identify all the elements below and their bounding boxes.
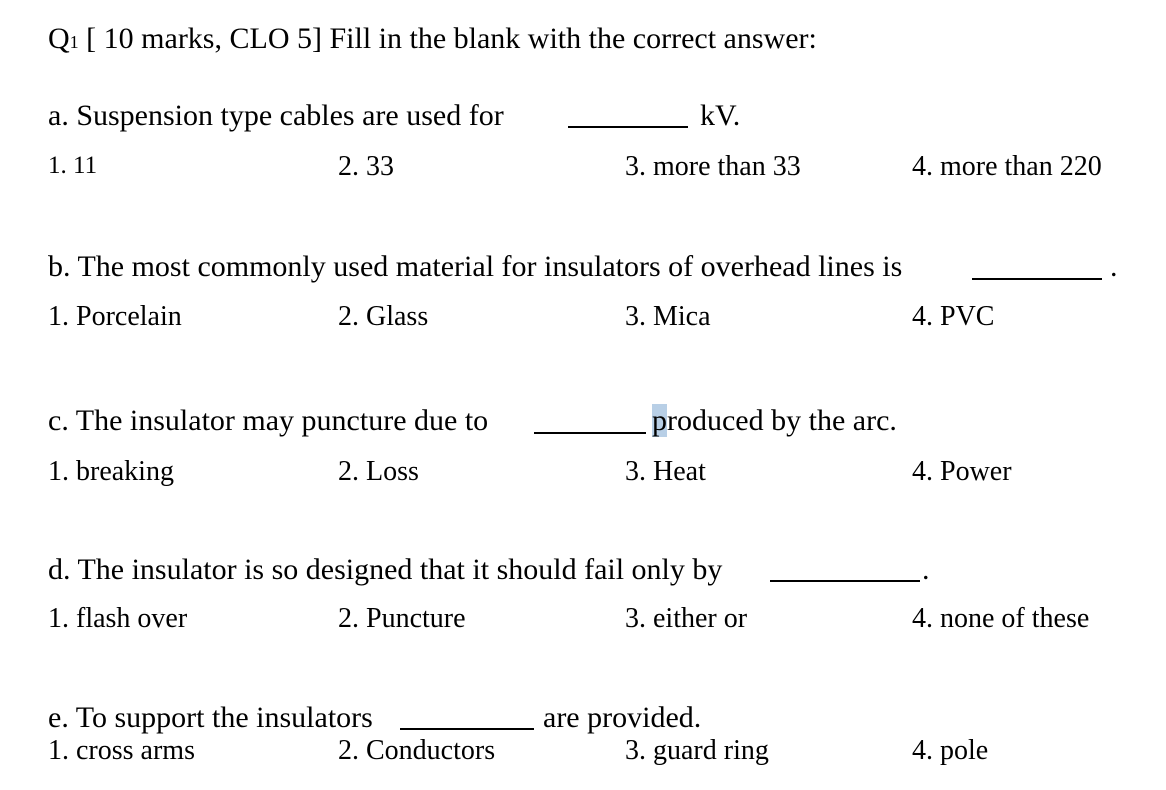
question-a-option-3: 3. more than 33	[625, 151, 801, 182]
question-number: 1	[69, 32, 79, 52]
question-d-stem-end: .	[922, 553, 930, 586]
question-letter: Q	[48, 22, 70, 55]
question-e-option-1: 1. cross arms	[48, 735, 195, 766]
text-selection-highlight: p	[652, 404, 667, 437]
question-c-option-3: 3. Heat	[625, 456, 706, 487]
question-d-option-2: 2. Puncture	[338, 603, 466, 634]
question-e-option-3: 3. guard ring	[625, 735, 769, 766]
question-d-option-1: 1. flash over	[48, 603, 188, 634]
question-c-stem: c. The insulator may puncture due to	[48, 404, 489, 437]
question-c-option-1: 1. breaking	[48, 456, 174, 487]
question-e-option-4: 4. pole	[912, 735, 989, 766]
question-e-option-2: 2. Conductors	[338, 735, 496, 766]
question-b-option-1: 1. Porcelain	[48, 301, 182, 332]
question-b-stem: b. The most commonly used material for insulators of overhead lines is	[48, 250, 903, 283]
question-a-option-2: 2. 33	[338, 151, 394, 182]
question-d-stem: d. The insulator is so designed that it should fail only by	[48, 553, 723, 586]
question-a-option-4: 4. more than 220	[912, 151, 1102, 182]
question-c-option-2: 2. Loss	[338, 456, 419, 487]
question-a-stem: a. Suspension type cables are used for	[48, 99, 504, 132]
question-b-stem-end: .	[1110, 250, 1118, 283]
question-c-stem-end	[652, 406, 897, 436]
question-a-blank	[568, 126, 688, 128]
question-d-option-3: 3. either or	[625, 603, 748, 634]
question-c-option-4: 4. Power	[912, 456, 1012, 487]
question-a-stem-end: kV.	[700, 99, 741, 132]
question-header	[48, 24, 817, 54]
question-d-blank	[770, 580, 920, 582]
header-instructions: [ 10 marks, CLO 5] Fill in the blank with the correct answer:	[78, 22, 817, 55]
question-e-stem-end: are provided.	[543, 701, 702, 734]
question-b-option-4: 4. PVC	[912, 301, 995, 332]
question-d-option-4: 4. none of these	[912, 603, 1090, 634]
question-e-stem: e. To support the insulators	[48, 701, 373, 734]
question-e-blank	[400, 728, 534, 730]
question-b-option-2: 2. Glass	[338, 301, 429, 332]
question-b-blank	[972, 278, 1102, 280]
question-a-option-1: 1. 11	[48, 152, 98, 179]
question-c-blank	[534, 432, 646, 434]
question-b-option-3: 3. Mica	[625, 301, 711, 332]
question-c-stem-end-text: roduced by the arc.	[667, 404, 897, 437]
